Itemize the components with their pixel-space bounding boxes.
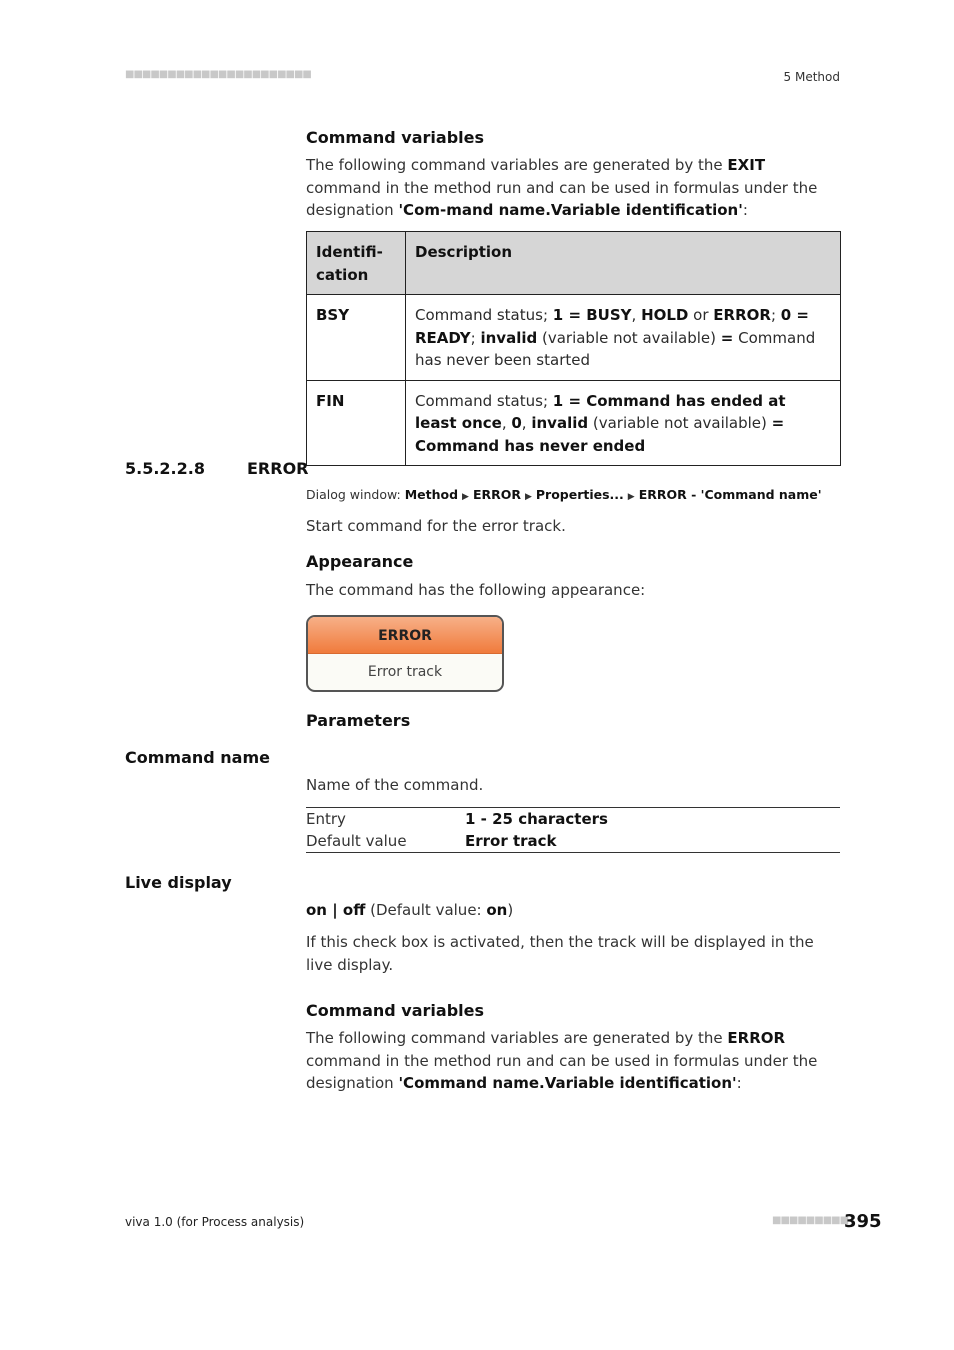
dialog-window-path: Dialog window: Method ▶ ERROR ▶ Properties... ▶ ERROR - 'Command name'	[306, 487, 822, 502]
section-number: 5.5.2.2.8	[125, 459, 205, 478]
exit-command-variables-intro: The following command variables are generated by the EXIT command in the method run and can be used in formulas under the designation 'Com-mand name.Variable identification':	[306, 156, 818, 219]
breadcrumb-item: ERROR - 'Command name'	[638, 487, 822, 502]
widget-title: ERROR	[308, 617, 502, 654]
footer-product: viva 1.0 (for Process analysis)	[125, 1215, 305, 1229]
section-title: ERROR	[247, 459, 309, 478]
breadcrumb-arrow-icon: ▶	[524, 492, 532, 502]
appearance-text: The command has the following appearance:	[306, 581, 646, 599]
variable-id: BSY	[307, 295, 406, 381]
exit-command-variables-heading: Command variables	[306, 128, 484, 147]
live-display-text: If this check box is activated, then the track will be displayed in the live display.	[306, 933, 814, 974]
breadcrumb-item: ERROR	[472, 487, 521, 502]
exit-variables-table	[306, 231, 841, 466]
chapter-title: 5 Method	[783, 70, 840, 84]
default-key: Default value	[306, 832, 407, 850]
column-header-identification: Identifi-cation	[307, 232, 406, 295]
error-command-variables-intro: The following command variables are generated by the ERROR command in the method run and can be used in formulas under the designation 'Command name.Variable identification':	[306, 1029, 818, 1092]
table-row	[307, 295, 841, 381]
error-command-variables-heading: Command variables	[306, 1001, 484, 1020]
entry-value: 1 - 25 characters	[465, 810, 608, 828]
header-dots: ■■■■■■■■■■■■■■■■■■■■■■	[125, 69, 311, 80]
error-command-widget	[306, 615, 504, 692]
variable-description: Command status; 1 = Command has ended at least once, 0, invalid (variable not available) = Command has never ended	[406, 380, 841, 466]
command-name-label: Command name	[125, 748, 270, 767]
default-value: Error track	[465, 832, 557, 850]
table-header-row	[307, 232, 841, 295]
variable-description: Command status; 1 = BUSY, HOLD or ERROR; 0 = READY; invalid (variable not available) = Command has never been started	[406, 295, 841, 381]
entry-key: Entry	[306, 810, 346, 828]
page-number: 395	[844, 1211, 882, 1232]
widget-label: Error track	[367, 664, 443, 680]
table-row	[307, 380, 841, 466]
breadcrumb-item: Method	[404, 487, 459, 502]
live-display-options: on | off (Default value: on)	[306, 901, 514, 919]
appearance-heading: Appearance	[306, 552, 414, 571]
column-header-description: Description	[406, 232, 841, 295]
breadcrumb-arrow-icon: ▶	[627, 492, 635, 502]
breadcrumb-arrow-icon: ▶	[462, 492, 469, 502]
command-name-text: Name of the command.	[306, 776, 484, 794]
breadcrumb-item: Properties...	[535, 487, 624, 502]
live-display-label: Live display	[125, 873, 232, 892]
table-row	[306, 830, 840, 852]
footer-dots: ■■■■■■■■■	[772, 1215, 849, 1226]
table-row	[306, 808, 840, 830]
parameters-heading: Parameters	[306, 711, 411, 730]
variable-id: FIN	[307, 380, 406, 466]
command-name-parameter-table	[306, 807, 840, 853]
section-description: Start command for the error track.	[306, 517, 566, 535]
